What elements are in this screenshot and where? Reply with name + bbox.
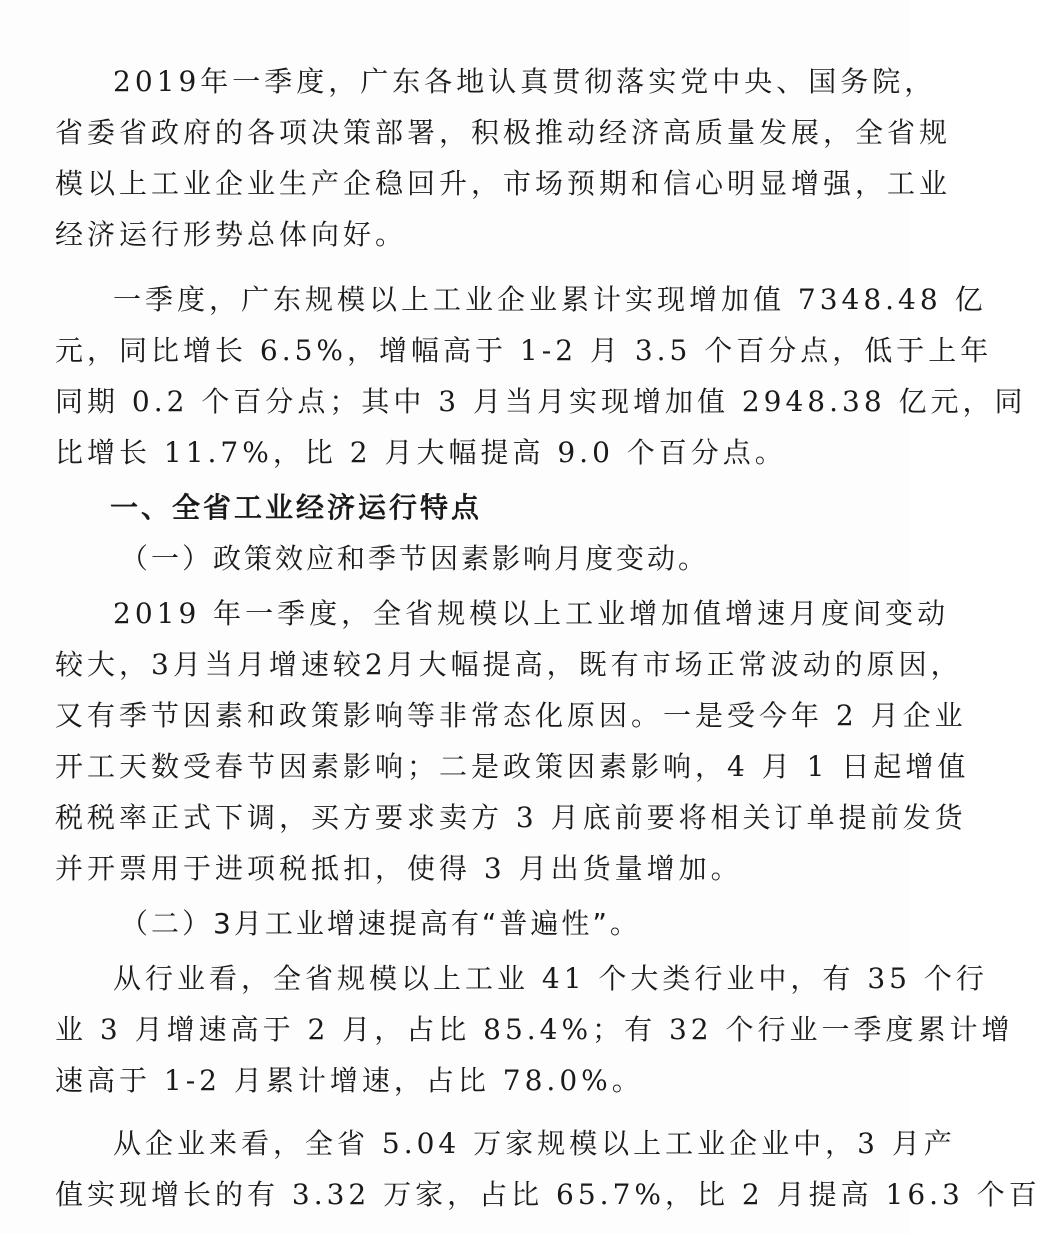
- paragraph-4-line-3: 速高于 1-2 月累计增速，占比 78.0%。: [55, 1064, 644, 1097]
- paragraph-3-line-6: 并开票用于进项税抵扣，使得 3 月出货量增加。: [55, 852, 743, 885]
- paragraph-3-line-1: 2019 年一季度，全省规模以上工业增加值增速月度间变动: [113, 597, 950, 630]
- paragraph-1-line-3: 模以上工业企业生产企稳回升，市场预期和信心明显增强，工业: [55, 167, 952, 200]
- paragraph-2-line-1: 一季度，广东规模以上工业企业累计实现增加值 7348.48 亿: [113, 283, 987, 316]
- paragraph-4-line-1: 从行业看，全省规模以上工业 41 个大类行业中，有 35 个行: [113, 962, 988, 995]
- subsection-heading-2: （二）3月工业增速提高有“普遍性”。: [120, 907, 641, 940]
- paragraph-2-line-3: 同期 0.2 个百分点；其中 3 月当月实现增加值 2948.38 亿元，同: [55, 385, 1027, 418]
- paragraph-3-line-4: 开工天数受春节因素影响；二是政策因素影响，4 月 1 日起增值: [55, 750, 970, 783]
- paragraph-3-line-2: 较大，3月当月增速较2月大幅提高，既有市场正常波动的原因，: [55, 648, 963, 681]
- paragraph-5-line-1: 从企业来看，全省 5.04 万家规模以上工业企业中，3 月产: [113, 1127, 956, 1160]
- paragraph-1-line-4: 经济运行形势总体向好。: [55, 218, 408, 251]
- paragraph-1-line-2: 省委省政府的各项决策部署，积极推动经济高质量发展，全省规: [55, 116, 952, 149]
- paragraph-3-line-3: 又有季节因素和政策影响等非常态化原因。一是受今年 2 月企业: [55, 699, 967, 732]
- paragraph-4-line-2: 业 3 月增速高于 2 月，占比 85.4%；有 32 个行业一季度累计增: [55, 1013, 1014, 1046]
- paragraph-1-line-1: 2019年一季度，广东各地认真贯彻落实党中央、国务院，: [113, 65, 937, 98]
- paragraph-5-line-2: 值实现增长的有 3.32 万家，占比 65.7%，比 2 月提高 16.3 个百: [55, 1178, 1041, 1211]
- paragraph-2-line-2: 元，同比增长 6.5%，增幅高于 1-2 月 3.5 个百分点，低于上年: [55, 334, 993, 367]
- subsection-heading-1: （一）政策效应和季节因素影响月度变动。: [120, 542, 710, 575]
- section-heading: 一、全省工业经济运行特点: [110, 491, 483, 524]
- paragraph-2-line-4: 比增长 11.7%，比 2 月大幅提高 9.0 个百分点。: [55, 436, 787, 469]
- paragraph-3-line-5: 税税率正式下调，买方要求卖方 3 月底前要将相关订单提前发货: [55, 801, 967, 834]
